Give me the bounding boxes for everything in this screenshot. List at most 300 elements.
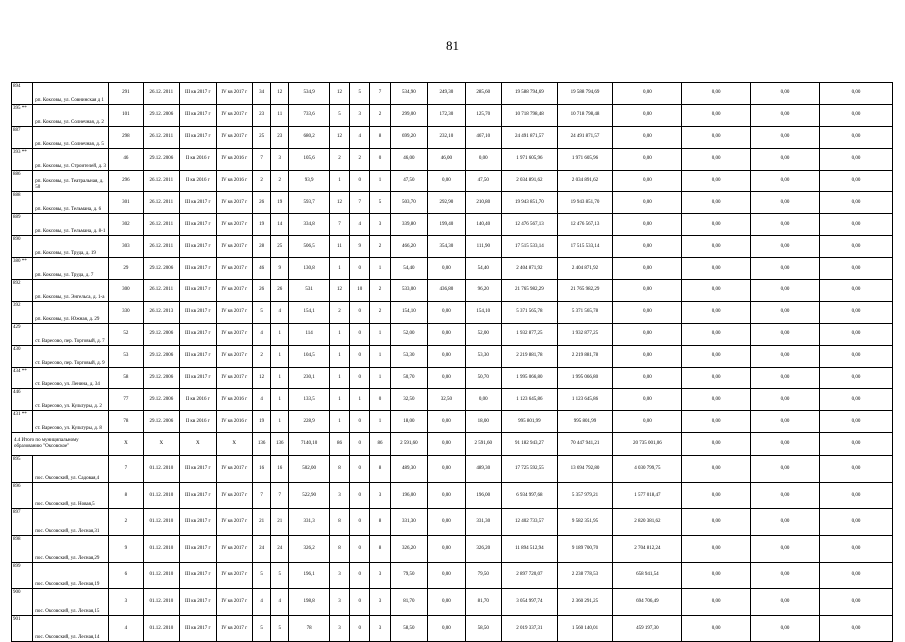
value-cell: 0 (350, 509, 370, 536)
total-cell: 0,00 (428, 433, 465, 456)
date-cell: 29.12. 2006 (143, 148, 179, 170)
date-cell: 29.12. 2006 (143, 367, 179, 389)
value-cell: 54,40 (390, 258, 427, 280)
finish-cell: IV кв 2017 г (216, 509, 252, 536)
value-cell: 125,70 (465, 104, 501, 126)
value-cell: 19 588 794,69 (502, 83, 558, 105)
value-cell: 16 (252, 456, 270, 483)
value-cell: 0,00 (751, 258, 820, 280)
value-cell: 130,8 (289, 258, 330, 280)
value-cell: 17 725 592,55 (502, 456, 558, 483)
value-cell: 0,00 (613, 389, 682, 411)
value-cell: 0 (350, 482, 370, 509)
value-cell: 0,00 (819, 536, 892, 563)
year-cell: 9 (109, 536, 143, 563)
value-cell: 0,00 (682, 170, 751, 192)
value-cell: 53,30 (465, 345, 501, 367)
value-cell: 0,00 (428, 258, 465, 280)
value-cell: 2 034 891,62 (557, 170, 613, 192)
value-cell: 680,2 (289, 126, 330, 148)
table-row (12, 482, 893, 509)
date-cell: 29.12. 2006 (143, 258, 179, 280)
row-number: 890 (12, 236, 33, 258)
value-cell: 0,00 (819, 170, 892, 192)
value-cell: 0,00 (819, 615, 892, 642)
year-cell: 296 (109, 170, 143, 192)
value-cell: 5 (271, 615, 289, 642)
value-cell: 326,20 (465, 536, 501, 563)
year-cell: 303 (109, 236, 143, 258)
finish-cell: IV кв 2017 г (216, 456, 252, 483)
value-cell: 50,70 (465, 367, 501, 389)
total-cell: 0,00 (819, 433, 892, 456)
value-cell: 32,50 (390, 389, 427, 411)
value-cell: 47,50 (465, 170, 501, 192)
value-cell: 0,00 (751, 589, 820, 616)
year-cell: 46 (109, 148, 143, 170)
value-cell: 12 (329, 192, 349, 214)
value-cell: 5 (370, 192, 390, 214)
value-cell: 1 560 140,01 (557, 615, 613, 642)
value-cell: 79,50 (390, 562, 427, 589)
value-cell: 3 (370, 214, 390, 236)
value-cell: 0,00 (751, 83, 820, 105)
value-cell: 1 (271, 411, 289, 433)
page-number: 81 (446, 38, 459, 53)
value-cell: 23 (252, 104, 270, 126)
value-cell: 26 (271, 280, 289, 302)
value-cell: 292,90 (428, 192, 465, 214)
value-cell: 0 (350, 170, 370, 192)
value-cell: 1 932 877,25 (557, 323, 613, 345)
value-cell: 0,00 (751, 301, 820, 323)
row-number: 889 (12, 214, 33, 236)
value-cell: 10 718 798,48 (502, 104, 558, 126)
date-cell: 26.12. 2011 (143, 170, 179, 192)
row-number: 899 (12, 562, 33, 589)
row-number: 894 (12, 83, 33, 105)
value-cell: 502,00 (289, 456, 330, 483)
value-cell: 0,00 (613, 104, 682, 126)
value-cell: 4 (252, 323, 270, 345)
table-row (12, 301, 893, 323)
value-cell: 0,00 (819, 192, 892, 214)
value-cell: 4 (271, 301, 289, 323)
value-cell: 0,00 (682, 236, 751, 258)
value-cell: 334,8 (289, 214, 330, 236)
value-cell: 326,20 (390, 536, 427, 563)
total-cell: 91 182 943,27 (502, 433, 558, 456)
date-cell: 01.12. 2010 (143, 562, 179, 589)
address-cell: пос. Оксовский, ул. Новая,5 (33, 482, 109, 509)
value-cell: 3 (329, 589, 349, 616)
value-cell: 196,1 (289, 562, 330, 589)
value-cell: 0,00 (682, 258, 751, 280)
value-cell: 0 (370, 389, 390, 411)
value-cell: 5 357 979,21 (557, 482, 613, 509)
value-cell: 5 371 565,78 (557, 301, 613, 323)
finish-cell: IV кв 2017 г (216, 562, 252, 589)
table-row (12, 126, 893, 148)
value-cell: 1 123 645,86 (502, 389, 558, 411)
value-cell: 0,00 (613, 170, 682, 192)
value-cell: 0,00 (819, 389, 892, 411)
value-cell: 3 054 997,74 (502, 589, 558, 616)
value-cell: 133,5 (289, 389, 330, 411)
value-cell: 196,00 (465, 482, 501, 509)
value-cell: 1 (329, 411, 349, 433)
value-cell: 21 765 982,29 (502, 280, 558, 302)
value-cell: 7 (350, 192, 370, 214)
value-cell: 8 (329, 509, 349, 536)
finish-cell: IV кв 2017 г (216, 104, 252, 126)
value-cell: 3 (370, 482, 390, 509)
total-cell: 0,00 (682, 433, 751, 456)
value-cell: 0,00 (682, 615, 751, 642)
value-cell: 232,10 (428, 126, 465, 148)
value-cell: 0 (350, 258, 370, 280)
value-cell: 0,00 (428, 170, 465, 192)
value-cell: 0,00 (819, 214, 892, 236)
value-cell: 0,00 (751, 126, 820, 148)
value-cell: 1 (329, 170, 349, 192)
value-cell: 0,00 (682, 536, 751, 563)
row-number: 392 (12, 301, 33, 323)
row-number: 896 (12, 482, 33, 509)
value-cell: 249,30 (428, 83, 465, 105)
address-cell: рп. Коксовы, ул. Солнечная, д. 2 (33, 104, 109, 126)
finish-cell: IV кв 2016 г (216, 389, 252, 411)
value-cell: 0,00 (819, 367, 892, 389)
value-cell: 105,6 (289, 148, 330, 170)
value-cell: 0,00 (751, 170, 820, 192)
value-cell: 2 (350, 148, 370, 170)
value-cell: 0,00 (613, 323, 682, 345)
value-cell: 140,40 (465, 214, 501, 236)
value-cell: 533,00 (390, 280, 427, 302)
value-cell: 52,00 (465, 323, 501, 345)
total-cell: X (143, 433, 179, 456)
value-cell: 25 (271, 236, 289, 258)
value-cell: 81,70 (465, 589, 501, 616)
value-cell: 2 404 871,92 (557, 258, 613, 280)
value-cell: 0,00 (682, 301, 751, 323)
value-cell: 1 995 066,80 (502, 367, 558, 389)
value-cell: 1 971 605,96 (557, 148, 613, 170)
start-cell: III кв 2017 г (180, 345, 216, 367)
value-cell: 331,30 (390, 509, 427, 536)
year-cell: 291 (109, 83, 143, 105)
date-cell: 26.12. 2011 (143, 214, 179, 236)
start-cell: III кв 2017 г (180, 615, 216, 642)
value-cell: 0,00 (613, 280, 682, 302)
total-cell: X (216, 433, 252, 456)
start-cell: III кв 2017 г (180, 482, 216, 509)
value-cell: 0,00 (428, 536, 465, 563)
finish-cell: IV кв 2017 г (216, 323, 252, 345)
date-cell: 01.12. 2010 (143, 509, 179, 536)
row-number: 434 ** (12, 367, 33, 389)
row-number: 429 (12, 323, 33, 345)
address-cell: ст. Варесово, пер. Торговый, д. 7 (33, 323, 109, 345)
value-cell: 2 (370, 301, 390, 323)
value-cell: 154,10 (465, 301, 501, 323)
value-cell: 534,9 (289, 83, 330, 105)
value-cell: 0,00 (682, 482, 751, 509)
value-cell: 46,00 (390, 148, 427, 170)
value-cell: 0 (350, 562, 370, 589)
finish-cell: IV кв 2016 г (216, 411, 252, 433)
value-cell: 0,00 (682, 345, 751, 367)
address-cell: ст. Варесово, пер. Торговый, д. 9 (33, 345, 109, 367)
value-cell: 522,90 (289, 482, 330, 509)
value-cell: 467,10 (465, 126, 501, 148)
value-cell: 0,00 (428, 345, 465, 367)
value-cell: 19 943 851,70 (557, 192, 613, 214)
value-cell: 1 (370, 411, 390, 433)
value-cell: 0,00 (613, 236, 682, 258)
value-cell: 699,20 (390, 126, 427, 148)
address-cell: пос. Оксовский, ул. Лесная,19 (33, 562, 109, 589)
finish-cell: IV кв 2017 г (216, 589, 252, 616)
value-cell: 24 (252, 536, 270, 563)
value-cell: 198,8 (289, 589, 330, 616)
value-cell: 2 (370, 104, 390, 126)
value-cell: 3 (329, 562, 349, 589)
value-cell: 0,00 (428, 615, 465, 642)
address-cell: рп. Коксовы, ул. Совнинская д 1 (33, 83, 109, 105)
value-cell: 3 (271, 148, 289, 170)
start-cell: III кв 2017 г (180, 456, 216, 483)
value-cell: 339,80 (390, 214, 427, 236)
total-cell: 86 (370, 433, 390, 456)
value-cell: 114 (289, 323, 330, 345)
value-cell: 1 577 018,47 (613, 482, 682, 509)
value-cell: 24 491 871,57 (502, 126, 558, 148)
value-cell: 2 219 881,78 (502, 345, 558, 367)
row-number: 888 (12, 192, 33, 214)
row-number: 446 (12, 389, 33, 411)
value-cell: 12 476 567,13 (557, 214, 613, 236)
table-row (12, 536, 893, 563)
value-cell: 4 (271, 589, 289, 616)
value-cell: 1 971 605,96 (502, 148, 558, 170)
value-cell: 0,00 (613, 301, 682, 323)
value-cell: 12 (329, 83, 349, 105)
year-cell: 302 (109, 214, 143, 236)
value-cell: 534,90 (390, 83, 427, 105)
finish-cell: IV кв 2017 г (216, 367, 252, 389)
year-cell: 77 (109, 389, 143, 411)
row-number: 887 (12, 126, 33, 148)
value-cell: 0,00 (682, 83, 751, 105)
value-cell: 4 (252, 389, 270, 411)
value-cell: 0,00 (613, 258, 682, 280)
value-cell: 0 (350, 345, 370, 367)
value-cell: 17 515 533,14 (557, 236, 613, 258)
value-cell: 2 238 778,53 (557, 562, 613, 589)
value-cell: 81,70 (390, 589, 427, 616)
value-cell: 154,1 (289, 301, 330, 323)
start-cell: II кв 2016 г (180, 411, 216, 433)
value-cell: 12 (271, 83, 289, 105)
value-cell: 0 (350, 615, 370, 642)
value-cell: 17 515 533,14 (502, 236, 558, 258)
finish-cell: IV кв 2017 г (216, 345, 252, 367)
finish-cell: IV кв 2017 г (216, 280, 252, 302)
value-cell: 5 (252, 301, 270, 323)
value-cell: 0,00 (682, 192, 751, 214)
value-cell: 0,00 (682, 104, 751, 126)
value-cell: 172,30 (428, 104, 465, 126)
finish-cell: IV кв 2017 г (216, 83, 252, 105)
value-cell: 3 (329, 615, 349, 642)
table-row (12, 236, 893, 258)
table-row (12, 192, 893, 214)
value-cell: 3 (370, 615, 390, 642)
total-cell: 0 (350, 433, 370, 456)
start-cell: III кв 2017 г (180, 104, 216, 126)
value-cell: 0,00 (751, 411, 820, 433)
value-cell: 52,00 (390, 323, 427, 345)
table-row (12, 615, 893, 642)
value-cell: 694 706,49 (613, 589, 682, 616)
housing-register-table (11, 82, 893, 642)
date-cell: 29.12. 2006 (143, 389, 179, 411)
value-cell: 0,00 (819, 280, 892, 302)
value-cell: 11 894 512,94 (502, 536, 558, 563)
value-cell: 9 582 351,95 (557, 509, 613, 536)
date-cell: 29.12. 2006 (143, 104, 179, 126)
table-row (12, 148, 893, 170)
value-cell: 658 941,54 (613, 562, 682, 589)
value-cell: 10 (350, 280, 370, 302)
year-cell: 78 (109, 411, 143, 433)
total-cell: 2 591,60 (465, 433, 501, 456)
value-cell: 0,00 (819, 301, 892, 323)
value-cell: 24 (271, 536, 289, 563)
value-cell: 34 (252, 83, 270, 105)
row-number: 886 (12, 170, 33, 192)
address-cell: рп. Коксовы, ул. Труда, д. 19 (33, 236, 109, 258)
address-cell: пос. Оксовский, ул. Садовая,4 (33, 456, 109, 483)
date-cell: 01.12. 2010 (143, 482, 179, 509)
total-cell: 0,00 (751, 433, 820, 456)
value-cell: 154,10 (390, 301, 427, 323)
value-cell: 228,9 (289, 411, 330, 433)
year-cell: 101 (109, 104, 143, 126)
value-cell: 593,7 (289, 192, 330, 214)
value-cell: 331,3 (289, 509, 330, 536)
value-cell: 995 801,99 (557, 411, 613, 433)
row-number: 393 ** (12, 148, 33, 170)
value-cell: 503,70 (390, 192, 427, 214)
value-cell: 11 (271, 104, 289, 126)
value-cell: 506,5 (289, 236, 330, 258)
value-cell: 7 (370, 83, 390, 105)
value-cell: 436,80 (428, 280, 465, 302)
value-cell: 1 (370, 367, 390, 389)
value-cell: 1 (271, 389, 289, 411)
address-cell: пос. Оксовский, ул. Лесная,29 (33, 536, 109, 563)
value-cell: 1 (329, 323, 349, 345)
value-cell: 0 (350, 536, 370, 563)
value-cell: 2 (252, 170, 270, 192)
value-cell: 285,60 (465, 83, 501, 105)
value-cell: 2 404 871,92 (502, 258, 558, 280)
value-cell: 0,00 (751, 236, 820, 258)
value-cell: 1 123 645,86 (557, 389, 613, 411)
value-cell: 0,00 (682, 323, 751, 345)
value-cell: 466,20 (390, 236, 427, 258)
value-cell: 0 (350, 411, 370, 433)
value-cell: 28 (252, 236, 270, 258)
table-row (12, 411, 893, 433)
value-cell: 199,40 (428, 214, 465, 236)
date-cell: 01.12. 2010 (143, 589, 179, 616)
value-cell: 0,00 (613, 214, 682, 236)
start-cell: III кв 2017 г (180, 236, 216, 258)
row-number: 897 (12, 509, 33, 536)
value-cell: 5 (252, 562, 270, 589)
value-cell: 19 (271, 192, 289, 214)
value-cell: 0,00 (819, 509, 892, 536)
table-row (12, 104, 893, 126)
value-cell: 0,00 (428, 482, 465, 509)
total-row (12, 433, 893, 456)
finish-cell: IV кв 2017 г (216, 126, 252, 148)
value-cell: 0,00 (819, 104, 892, 126)
value-cell: 104,5 (289, 345, 330, 367)
value-cell: 531 (289, 280, 330, 302)
value-cell: 2 (252, 345, 270, 367)
value-cell: 0,00 (428, 411, 465, 433)
value-cell: 1 932 877,25 (502, 323, 558, 345)
value-cell: 1 (271, 323, 289, 345)
value-cell: 4 030 799,75 (613, 456, 682, 483)
year-cell: 3 (109, 589, 143, 616)
value-cell: 0 (350, 323, 370, 345)
address-cell: ст. Варесово, ул. Ленина, д. 34 (33, 367, 109, 389)
table-row (12, 258, 893, 280)
date-cell: 26.12. 2011 (143, 236, 179, 258)
row-number: 430 (12, 345, 33, 367)
value-cell: 0,00 (682, 389, 751, 411)
total-cell: 86 (329, 433, 349, 456)
value-cell: 21 (252, 509, 270, 536)
start-cell: III кв 2017 г (180, 258, 216, 280)
value-cell: 5 371 565,78 (502, 301, 558, 323)
value-cell: 326,2 (289, 536, 330, 563)
value-cell: 0,00 (428, 367, 465, 389)
start-cell: III кв 2017 г (180, 192, 216, 214)
value-cell: 4 (350, 214, 370, 236)
value-cell: 54,40 (465, 258, 501, 280)
total-cell: 20 735 001,06 (613, 433, 682, 456)
start-cell: II кв 2016 г (180, 389, 216, 411)
total-cell: 7140,10 (289, 433, 330, 456)
value-cell: 9 (350, 236, 370, 258)
value-cell: 8 (370, 536, 390, 563)
value-cell: 2 897 720,07 (502, 562, 558, 589)
value-cell: 46 (252, 258, 270, 280)
value-cell: 5 (252, 615, 270, 642)
row-number: 900 (12, 589, 33, 616)
value-cell: 7 (329, 214, 349, 236)
value-cell: 19 (252, 411, 270, 433)
value-cell: 47,50 (390, 170, 427, 192)
value-cell: 1 (370, 170, 390, 192)
